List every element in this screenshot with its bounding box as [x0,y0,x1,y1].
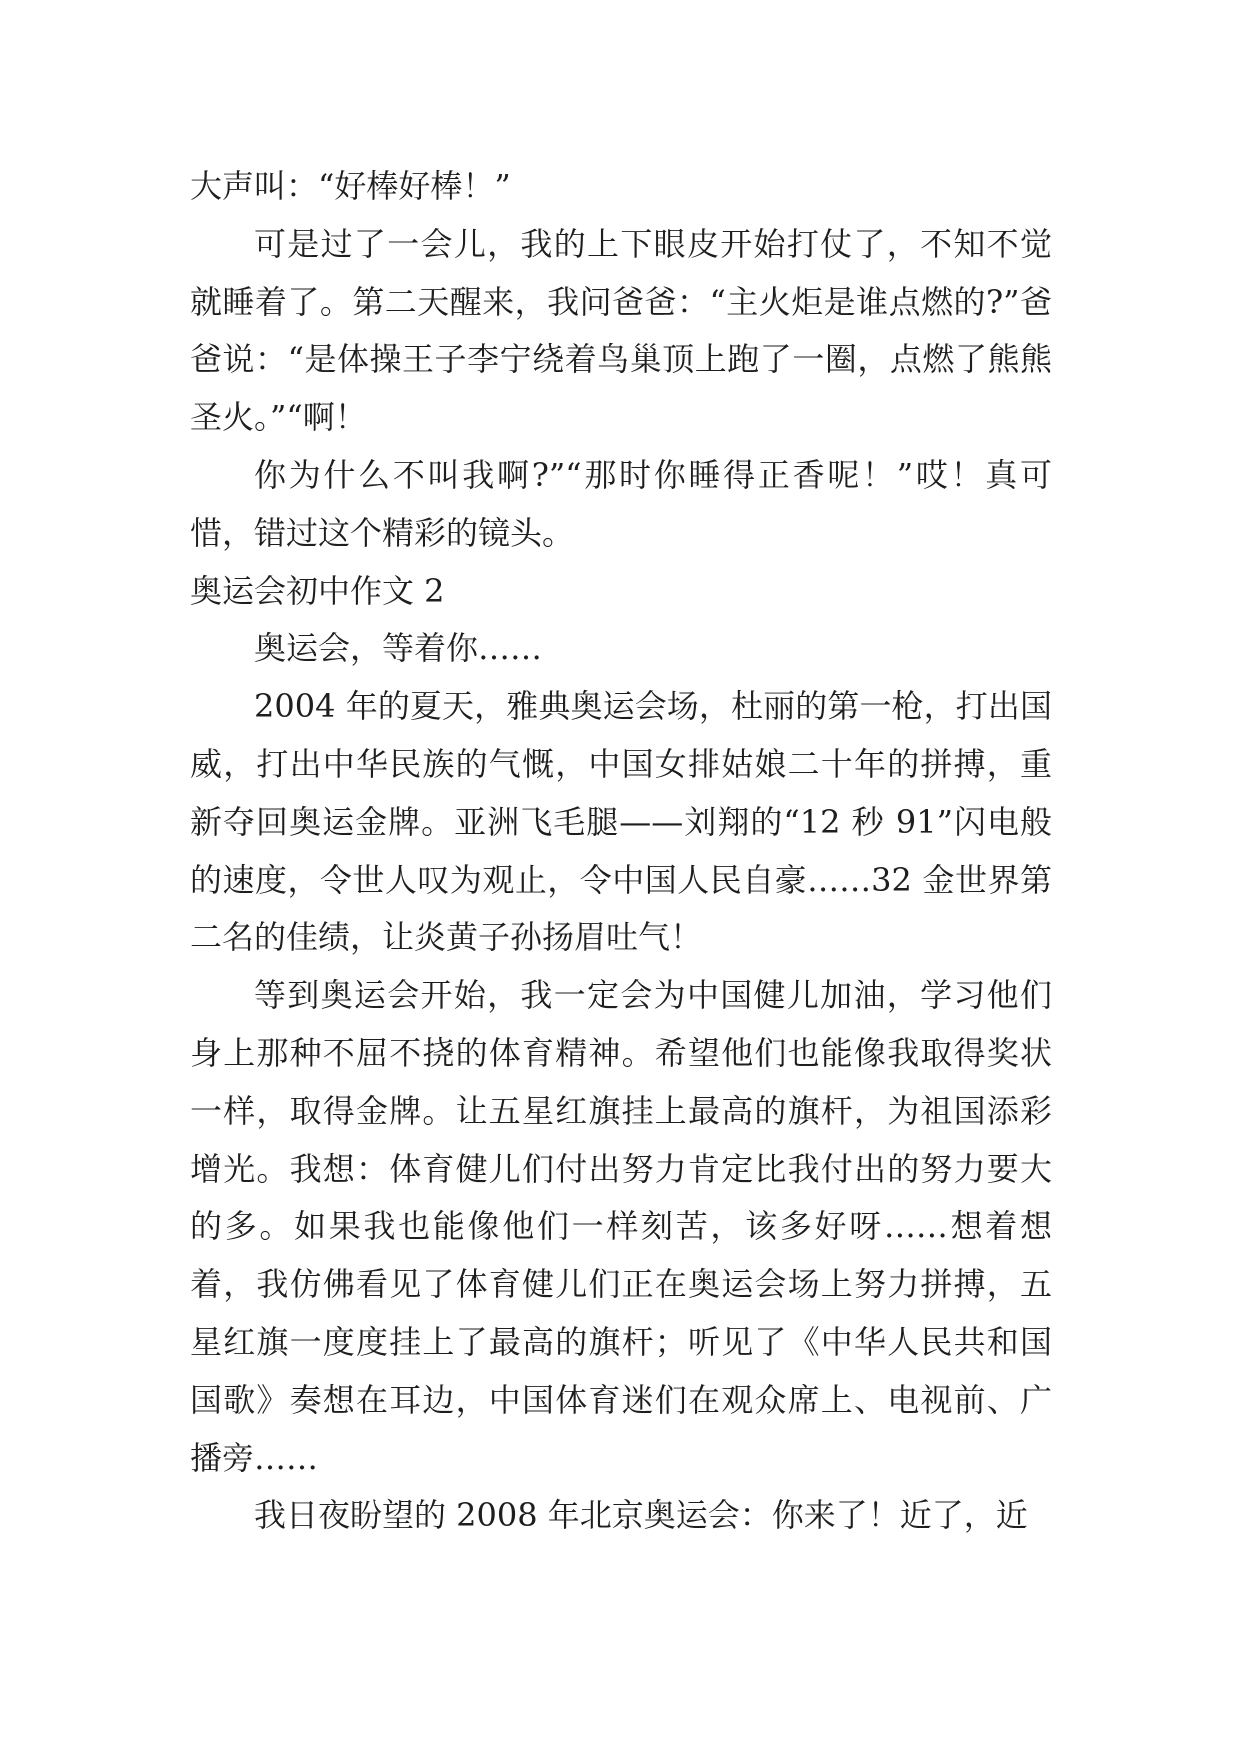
paragraph-1: 大声叫：“好棒好棒！” [190,167,511,205]
document-body [190,158,1052,1545]
paragraph-5: 2004 年的夏天，雅典奥运会场，杜丽的第一枪，打出国威，打出中华民族的气慨，中国女排姑娘二十年的拼搏，重新夺回奥运金牌。亚洲飞毛腿——刘翔的“12 秒 91”闪电般的速度，令世人叹为观止，令中国人民自豪……32 金世界第二名的佳绩，让炎黄子孙扬眉吐气！ [190,687,1052,957]
paragraph-2: 可是过了一会儿，我的上下眼皮开始打仗了，不知不觉就睡着了。第二天醒来，我问爸爸：“主火炬是谁点燃的?”爸爸说：“是体操王子李宁绕着鸟巢顶上跑了一圈，点燃了熊熊圣火。”“啊！ [190,224,1052,437]
paragraph-3: 你为什么不叫我啊?”“那时你睡得正香呢！”哎！真可惜，错过这个精彩的镜头。 [190,455,1052,552]
paragraph-4: 奥运会，等着你…… [254,629,543,668]
section-heading: 奥运会初中作文 2 [190,571,445,610]
paragraph-6: 等到奥运会开始，我一定会为中国健儿加油，学习他们身上那种不屈不挠的体育精神。希望他们也能像我取得奖状一样，取得金牌。让五星红旗挂上最高的旗杆，为祖国添彩增光。我想：体育健儿们付出努力肯定比我付出的努力要大的多。如果我也能像他们一样刻苦，该多好呀……想着想着，我仿佛看见了体育健儿们正在奥运会场上努力拼搏，五星红旗一度度挂上了最高的旗杆；听见了《中华人民共和国国歌》奏想在耳边，中国体育迷们在观众席上、电视前、广播旁…… [190,976,1052,1477]
paragraph-7: 我日夜盼望的 2008 年北京奥运会：你来了！近了，近 [254,1496,1028,1535]
